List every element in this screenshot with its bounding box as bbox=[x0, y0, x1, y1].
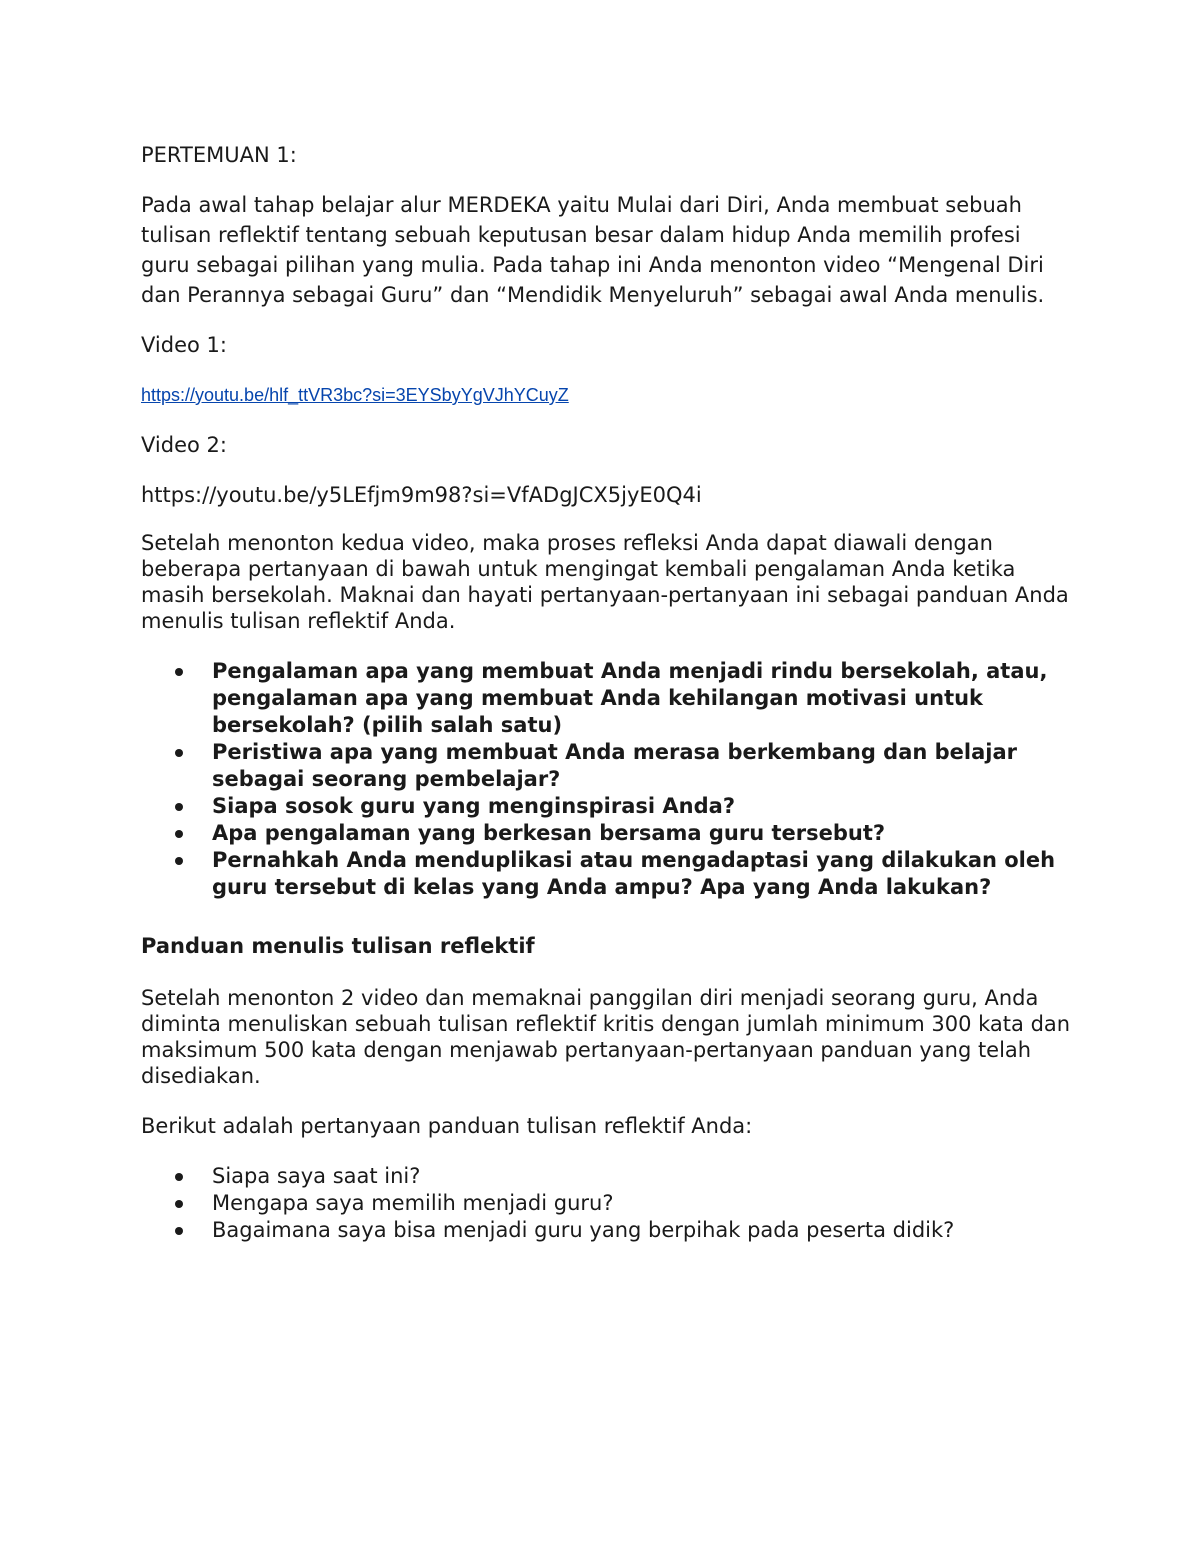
video-1-link-wrap bbox=[141, 380, 1071, 410]
list-item bbox=[141, 739, 1071, 793]
guide-paragraph: Setelah menonton 2 video dan memaknai panggilan diri menjadi seorang guru, Anda diminta menuliskan sebuah tulisan reflektif kritis dengan jumlah minimum 300 kata dan maksimum 500 kata dengan menjawab pertanyaan-pertanyaan panduan yang telah disediakan. bbox=[141, 986, 1071, 1088]
bullet-icon bbox=[175, 1200, 183, 1208]
list-item-text: Bagaimana saya bisa menjadi guru yang berpihak pada peserta didik? bbox=[212, 1218, 955, 1242]
guide-questions-list bbox=[141, 1163, 1071, 1244]
list-item bbox=[141, 820, 1071, 847]
reflection-questions-list bbox=[141, 658, 1071, 901]
bullet-icon bbox=[175, 749, 183, 757]
list-item-text: Pengalaman apa yang membuat Anda menjadi rindu bersekolah, atau, pengalaman apa yang membuat Anda kehilangan motivasi untuk bersekolah? (pilih salah satu) bbox=[212, 659, 1048, 737]
list-item bbox=[141, 658, 1071, 739]
list-item-text: Apa pengalaman yang berkesan bersama guru tersebut? bbox=[212, 821, 886, 845]
list-item bbox=[141, 1190, 1071, 1217]
video-1-label: Video 1: bbox=[141, 333, 227, 357]
list-item-text: Peristiwa apa yang membuat Anda merasa berkembang dan belajar sebagai seorang pembelajar? bbox=[212, 740, 1017, 791]
reflection-intro-paragraph: Setelah menonton kedua video, maka proses refleksi Anda dapat diawali dengan beberapa pertanyaan di bawah untuk mengingat kembali pengalaman Anda ketika masih bersekolah. Maknai dan hayati pertanyaan-pertanyaan ini sebagai panduan Anda menulis tulisan reflektif Anda. bbox=[141, 531, 1069, 633]
bullet-icon bbox=[175, 1173, 183, 1181]
list-item-text: Pernahkah Anda menduplikasi atau mengadaptasi yang dilakukan oleh guru tersebut di kelas yang Anda ampu? Apa yang Anda lakukan? bbox=[212, 848, 1056, 899]
video-2-link: https://youtu.be/y5LEfjm9m98?si=VfADgJCX5jyE0Q4i bbox=[141, 483, 702, 507]
document-page bbox=[141, 140, 1071, 1274]
list-item bbox=[141, 1217, 1071, 1244]
bullet-icon bbox=[175, 668, 183, 676]
video-2-label: Video 2: bbox=[141, 433, 227, 457]
list-item bbox=[141, 847, 1071, 901]
guide-title: Panduan menulis tulisan reflektif bbox=[141, 934, 535, 958]
list-item-text: Siapa saya saat ini? bbox=[212, 1164, 421, 1188]
list-item-text: Mengapa saya memilih menjadi guru? bbox=[212, 1191, 614, 1215]
meeting-title: PERTEMUAN 1: bbox=[141, 143, 297, 167]
guide-questions-intro: Berikut adalah pertanyaan panduan tulisan reflektif Anda: bbox=[141, 1114, 753, 1138]
bullet-icon bbox=[175, 830, 183, 838]
intro-paragraph: Pada awal tahap belajar alur MERDEKA yaitu Mulai dari Diri, Anda membuat sebuah tulisan reflektif tentang sebuah keputusan besar dalam hidup Anda memilih profesi guru sebagai pilihan yang mulia. Pada tahap ini Anda menonton video “Mengenal Diri dan Perannya sebagai Guru” dan “Mendidik Menyeluruh” sebagai awal Anda menulis. bbox=[141, 193, 1045, 307]
list-item bbox=[141, 1163, 1071, 1190]
list-item-text: Siapa sosok guru yang menginspirasi Anda? bbox=[212, 794, 736, 818]
list-item bbox=[141, 793, 1071, 820]
bullet-icon bbox=[175, 803, 183, 811]
bullet-icon bbox=[175, 1227, 183, 1235]
video-1-link[interactable]: https://youtu.be/hlf_ttVR3bc?si=3EYSbyYgVJhYCuyZ bbox=[141, 385, 569, 405]
bullet-icon bbox=[175, 857, 183, 865]
